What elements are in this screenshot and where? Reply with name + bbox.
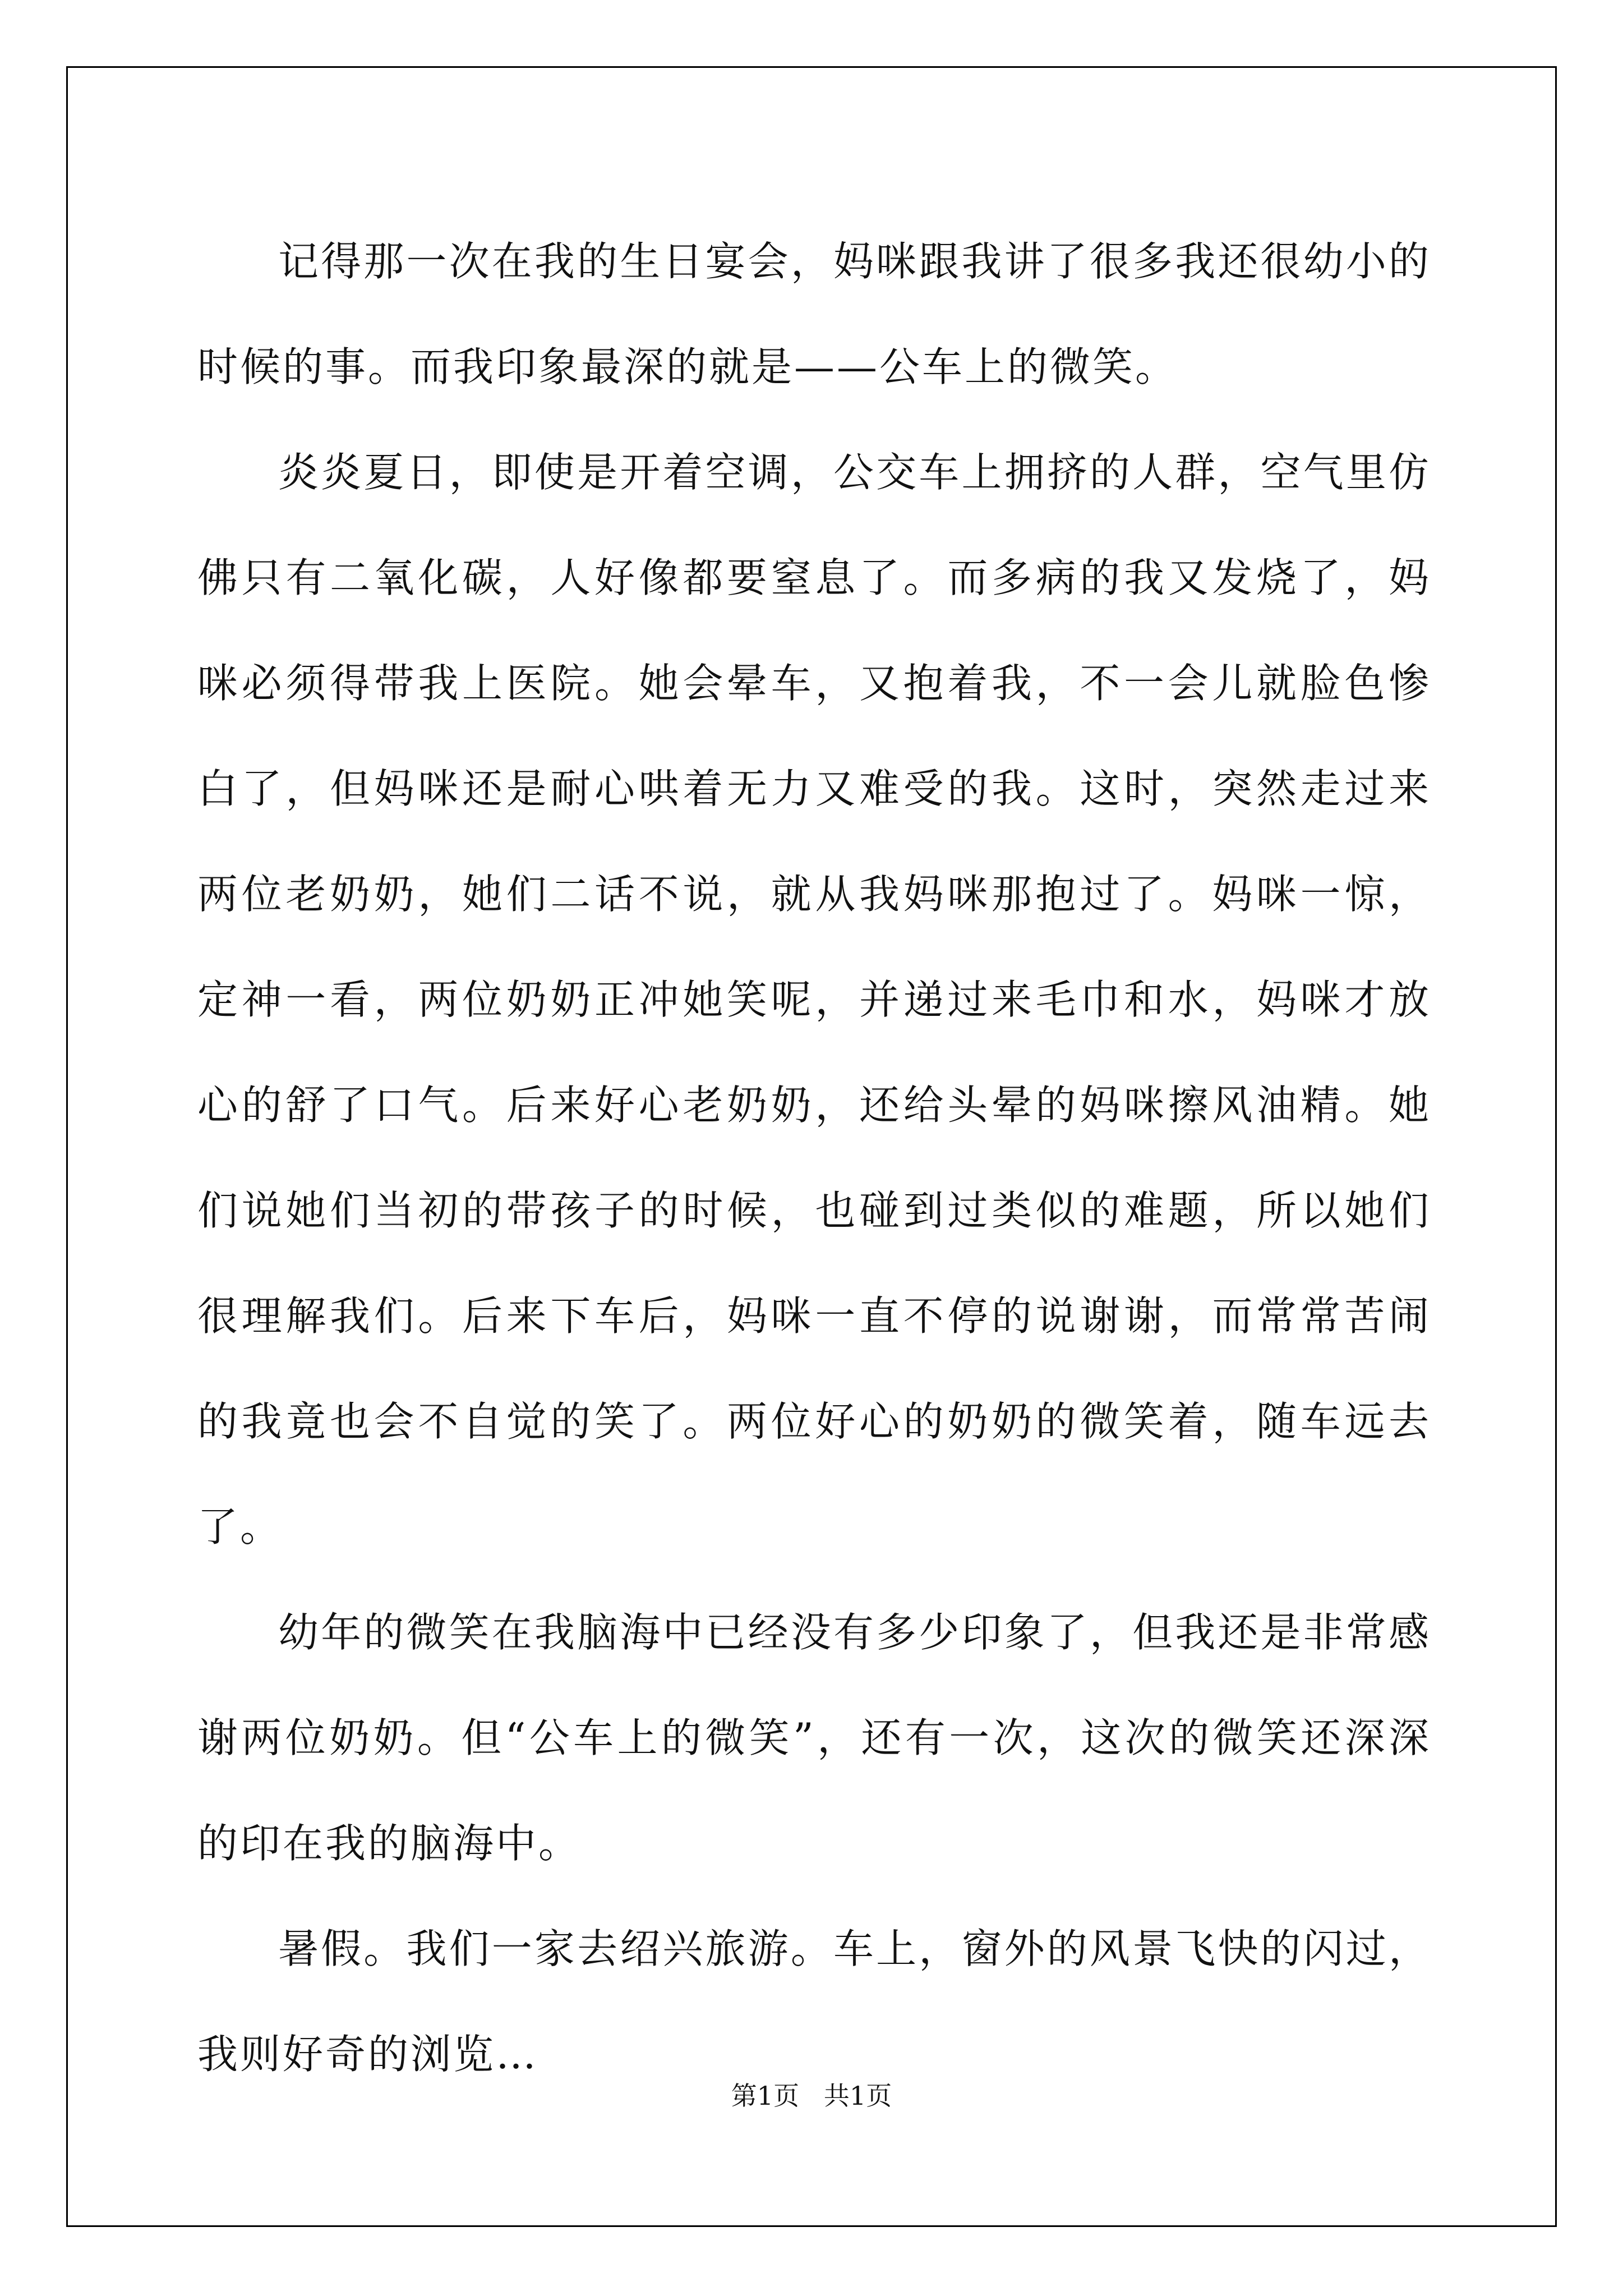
paragraph-3: 幼年的微笑在我脑海中已经没有多少印象了，但我还是非常感谢两位奶奶。但“公车上的微笑”，还有一次，这次的微笑还深深的印在我的脑海中。 bbox=[197, 1609, 1431, 1867]
document-body bbox=[197, 209, 1431, 2107]
page-footer: 第1页 共1页 bbox=[731, 2081, 892, 2111]
paragraph-4: 暑假。我们一家去绍兴旅游。车上，窗外的风景飞快的闪过，我则好奇的浏览… bbox=[197, 1925, 1431, 2078]
paragraph-1: 记得那一次在我的生日宴会，妈咪跟我讲了很多我还很幼小的时候的事。而我印象最深的就是——公车上的微笑。 bbox=[197, 238, 1431, 390]
paragraph-2: 炎炎夏日，即使是开着空调，公交车上拥挤的人群，空气里仿佛只有二氧化碳，人好像都要窒息了。而多病的我又发烧了，妈咪必须得带我上医院。她会晕车，又抱着我，不一会儿就脸色惨白了，但妈咪还是耐心哄着无力又难受的我。这时，突然走过来两位老奶奶，她们二话不说，就从我妈咪那抱过了。妈咪一惊，定神一看，两位奶奶正冲她笑呢，并递过来毛巾和水，妈咪才放心的舒了口气。后来好心老奶奶，还给头晕的妈咪擦风油精。她们说她们当初的带孩子的时候，也碰到过类似的难题，所以她们很理解我们。后来下车后，妈咪一直不停的说谢谢，而常常苦闹的我竟也会不自觉的笑了。两位好心的奶奶的微笑着，随车远去了。 bbox=[197, 449, 1431, 1550]
